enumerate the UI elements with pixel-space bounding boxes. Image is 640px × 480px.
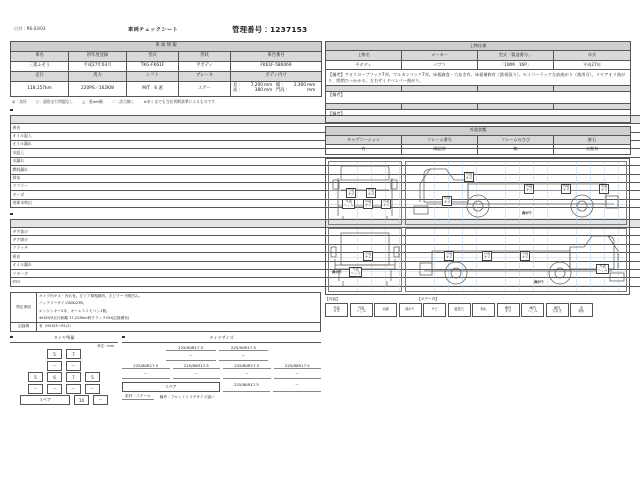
mission-item: ギア掛け [11,236,640,244]
damage-legend-titles [325,297,630,302]
legend-cell: 水漏 [374,303,397,317]
body-width-value: 2,360 [293,83,306,89]
damage-marker: 外装 キズ [600,184,608,192]
body-length-unit: mm [264,83,273,89]
val-model-code: TKG-FK61F [127,62,179,72]
val-name: 三菱ふそう [11,62,69,72]
right-panel [325,41,630,317]
record-book-value: 有（H29/3～R1/2） [37,323,321,331]
tire-rear-dash-row [10,384,118,394]
damage-marker: 外装 キズ [521,251,529,259]
cargo-val-model: 「1WM 16P」 [478,60,554,69]
mission-item: ギア抜け [11,228,640,236]
damage-marker: 外装 キズ [364,251,372,259]
tire-dash-cell: ー [47,361,62,371]
val-shape: 平ボディ [179,62,231,72]
exterior-condition-table [325,126,631,155]
tire-size-cell: 225/80R17.5 [223,363,271,370]
val-chassis-no: FK61F-586069 [231,62,322,72]
tire-depth-title-text: タイヤ残量 [53,334,75,340]
legend-na: ／：該当無し [111,98,135,104]
legend-cell: 庫内 へこみ [521,303,544,317]
section-marker-icon [122,336,125,339]
mission-item: 異音 [11,253,640,261]
val-shift: M/T 6 速 [127,82,179,97]
engine-item: 異音 [11,124,640,132]
damage-marker: 外装 キズ [382,199,390,207]
mission-item: PTO [11,278,640,286]
truck-side-outline-icon [406,162,627,224]
damage-marker: 外装 キズ [443,196,451,204]
cargo-remark-text: アオリロープフック7対。マルカンフック7対。床板腐食・穴あき有。床板補修有（鉄板張り）。セイコーラック左前曲がり（使用可）。リヤアオリ曲がり、開閉ひっかかる。左右サイドバンパー曲がり。 [328,71,626,83]
tire-size-spacer [271,353,321,361]
legend-cell: 剥れ [472,303,495,317]
legend-cell: 床 剥れ [570,303,593,317]
tire-size-dash: ー [274,371,322,379]
tire-depth-cell: 5 [85,372,100,382]
tire-size-cell: 225/90R17.5 [166,345,216,352]
legend-exterior-title: 【外装】 [325,296,340,301]
damage-marker: 外装 キズ [483,251,491,259]
diagram-front-view [328,161,402,225]
damage-legend-cells [325,303,630,317]
exterior-val-frame-rust: 無 [478,145,554,154]
exterior-val-caution: 有 [326,145,402,154]
diagram-row-top [328,161,627,225]
tire-spare-dash: ー [93,395,108,405]
engine-item: ターボ [11,191,640,199]
diagram-row-bottom [328,228,627,292]
tire-size-title [122,335,321,343]
col-first-reg: 初年度登録 [69,52,127,62]
col-model-code: 型式 [127,52,179,62]
legend-cell: 庫内 キズ [497,303,520,317]
engine-item: 水漏れ [11,157,640,165]
cargo-col-model: 型式「製造番号」 [478,51,554,60]
val-first-reg: 平成27年03月 [69,62,127,72]
damage-marker: 外装 へこみ [597,264,608,272]
tire-depth-block [10,335,118,406]
cargo-spec-info-table [325,41,631,123]
inspection-blocks [10,108,321,291]
tire-size-front-row [122,345,321,352]
document-header [0,26,640,40]
tire-depth-cell: 5 [28,372,43,382]
special-notes-table [10,292,321,332]
diagram-side-view-right [405,228,627,292]
tire-depth-cell: 7 [66,349,81,359]
engine-item: オイル混入 [11,132,640,140]
exterior-val-stone-chip: 点傷有 [554,145,631,154]
damage-marker: 外装 へこみ [343,199,354,207]
damage-text-bent: 曲がり [332,269,343,274]
truck-front-outline-icon [329,162,401,224]
damage-marker: 外装 キズ [525,184,533,192]
special-note-line: ※H29/3走行距離 17,229km時クラッチOH(記録簿有) [37,315,321,323]
tire-dash-cell: ー [47,384,62,394]
body-width-label: 幅： [276,83,285,89]
engine-item: 水混入 [11,149,640,157]
val-brake: エアー [179,82,231,97]
tire-spare-depth: 10 [74,395,89,405]
mission-item: オイル漏れ [11,261,640,269]
section-marker-icon [10,109,13,112]
cargo-section-title: 上物仕様 [326,42,631,51]
damage-marker: 外装 キズ [445,251,453,259]
cargo-remark3-label: 【備考】 [328,110,345,116]
engine-item: オイル漏れ [11,140,640,148]
tire-size-cell: 225/80R17.5 [122,363,170,370]
tire-depth-cell: 7 [66,372,81,382]
tire-spare-size-row [122,382,321,392]
tire-section [10,335,321,406]
exterior-val-frame-no: 確認済 [402,145,478,154]
damage-text-bent: 曲がり [522,210,533,215]
engine-item: 排気 [11,174,640,182]
exterior-col-frame-no: フレーム番号 [402,136,478,145]
damage-text-bent: 曲がり [534,279,545,284]
tire-spare-size-dash: ー [273,382,321,392]
section-marker-icon [10,213,13,216]
cargo-val-maker: パブコ [402,60,478,69]
damage-marker: 外装 キズ [364,199,372,207]
legend-cell: 外装 キズ [325,303,348,317]
special-note-line: キャブ内キズ・汚れ有。左ドア修復跡有。左ピラー下側凹み。 [37,292,321,300]
tire-size-title-text: タイヤサイズ [209,334,234,340]
legend-needs-service: △：要det備 [82,98,103,104]
col-mileage: 走行 [11,72,69,82]
legend-cell: サビ [423,303,446,317]
damage-marker: 外装 キズ [562,184,570,192]
col-power: 馬力 [69,72,127,82]
tire-depth-cell: 6 [47,372,62,382]
body-length-value: 7,200 [250,83,263,89]
tire-size-dash: ー [223,371,271,379]
tire-depth-title [10,335,118,343]
val-mileage: 118,157km [11,82,69,97]
col-brake: ブレーキ [179,72,231,82]
tire-size-cell: 225/90R17.5 [219,345,269,352]
val-power: 220PS／162KW [69,82,127,97]
legend-cell: 庫内 穴あき [546,303,569,317]
mission-item: クラッチ [11,244,640,252]
tire-dash-cell: ー [66,361,81,371]
tire-footer [122,394,321,400]
issue-date: 日付：R6.03/03 [14,26,46,31]
tire-front-depth-row [10,349,118,359]
tire-size-rear-row [122,363,321,370]
engine-item: 冷却水吹出 [11,199,640,207]
engine-item: 燃料漏れ [11,166,640,174]
tire-spare-size-value: 225/80R17.5 [223,382,271,392]
tire-size-spacer [271,345,321,352]
col-shape: 形状 [179,52,231,62]
val-body-size [231,82,322,97]
tire-size-cell: 225/80R17.5 [173,363,221,370]
exterior-section-title: 外装状態 [326,126,631,135]
tire-dash-cell: ー [66,384,81,394]
damage-diagram-area [325,158,630,295]
cargo-val-name: 平ボディ [326,60,402,69]
record-book-label: 記録簿 [11,323,37,331]
legend-excellent: ◎：良好 [12,98,27,104]
tire-dash-cell: ー [28,384,43,394]
left-panel [10,41,321,405]
col-body-size: ボディ内寸 [231,72,322,82]
cargo-remark-cell [326,70,631,86]
damage-marker: 外装 へこみ [350,267,361,275]
legend-cell: 腐食穴 [448,303,471,317]
tire-depth-cell: 5 [47,349,62,359]
tire-size-rear-dash-row [122,371,321,379]
diagram-rear-view [328,228,402,292]
damage-marker: 外装 キズ [367,188,375,196]
cargo-col-maker: メーカー [402,51,478,60]
body-height-value: 380 [254,88,263,93]
truck-side-right-outline-icon [406,229,627,291]
exterior-col-caution: キャブコーション [326,136,402,145]
tire-rear-depth-row [10,372,118,382]
tire-spare-size-label: スペア [122,382,220,392]
legend-disclaimer: ※あくまでも当社判断基準によるものです [143,98,216,104]
tire-size-dash: ー [173,371,221,379]
cargo-remark2-label: 【備考】 [328,92,345,98]
tire-size-cell: 225/80R17.5 [274,363,322,370]
tire-dash-cell: ー [85,384,100,394]
special-notes-label: 特記事項 [11,292,37,322]
special-note-line: バッテリーサイズ80D23R。 [37,300,321,307]
col-chassis-no: 車台番号 [231,52,322,62]
body-width-unit: mm [307,83,316,89]
tire-front-dash-row [10,361,118,371]
exterior-col-stone-chip: 鮮石 [554,136,631,145]
tire-size-front-dash-row [122,353,321,361]
body-length-label: 長： [233,83,242,89]
document-title: 車両チェックシート [128,27,179,33]
cargo-col-year: 年式 [554,51,631,60]
legend-bodyinner-title: 【ボデー内】 [417,296,440,301]
cargo-remark2-cell [326,91,631,103]
damage-marker: 外装 キズ [347,188,355,196]
gate-height-unit: mm [307,88,316,93]
tire-remark: 備考：フロントとリヤサイズ違い [159,395,215,399]
engine-item: マフラー [11,182,640,190]
vehicle-info-table [10,41,322,97]
tire-material: 素材：スチール [122,394,154,400]
mission-item: リターダ [11,270,640,278]
tire-spare-row [10,395,118,405]
tire-spare-label: スペア [20,395,70,405]
tire-depth-unit: 単位：mm [97,343,114,348]
damage-marker: 外装 キズ [465,172,473,180]
cargo-col-name: 上物名 [326,51,402,60]
cargo-remark-label: 【備考】 [328,71,345,77]
vehicle-info-title: 車 両 情 報 [11,42,322,52]
tire-size-dash: ー [219,353,269,361]
section-marker-icon [10,336,13,339]
body-height-label: 高： [233,88,242,93]
tire-size-dash: ー [166,353,216,361]
management-number: 管理番号：1237153 [232,25,308,34]
cargo-val-year: 平成27年 [554,60,631,69]
legend-ok: ○：通常走行問題なし [35,98,74,104]
cargo-remark3-cell [326,110,631,122]
legend-cell: 外装 へこみ [350,303,373,317]
gate-height-label: 門高： [276,88,289,93]
special-note-line: エンジンキー2本、キーレスリモコン1個。 [37,308,321,315]
col-name: 車名 [11,52,69,62]
legend-cell: 曲がり [399,303,422,317]
exterior-col-frame-rust: フレームのさび [478,136,554,145]
body-height-unit: mm [264,88,273,93]
damage-legend [325,297,630,317]
tire-size-dash: ー [122,371,170,379]
diagram-side-view-left [405,161,627,225]
result-symbol-legend [10,97,321,106]
col-shift: シフト [127,72,179,82]
tire-size-block [122,335,321,406]
